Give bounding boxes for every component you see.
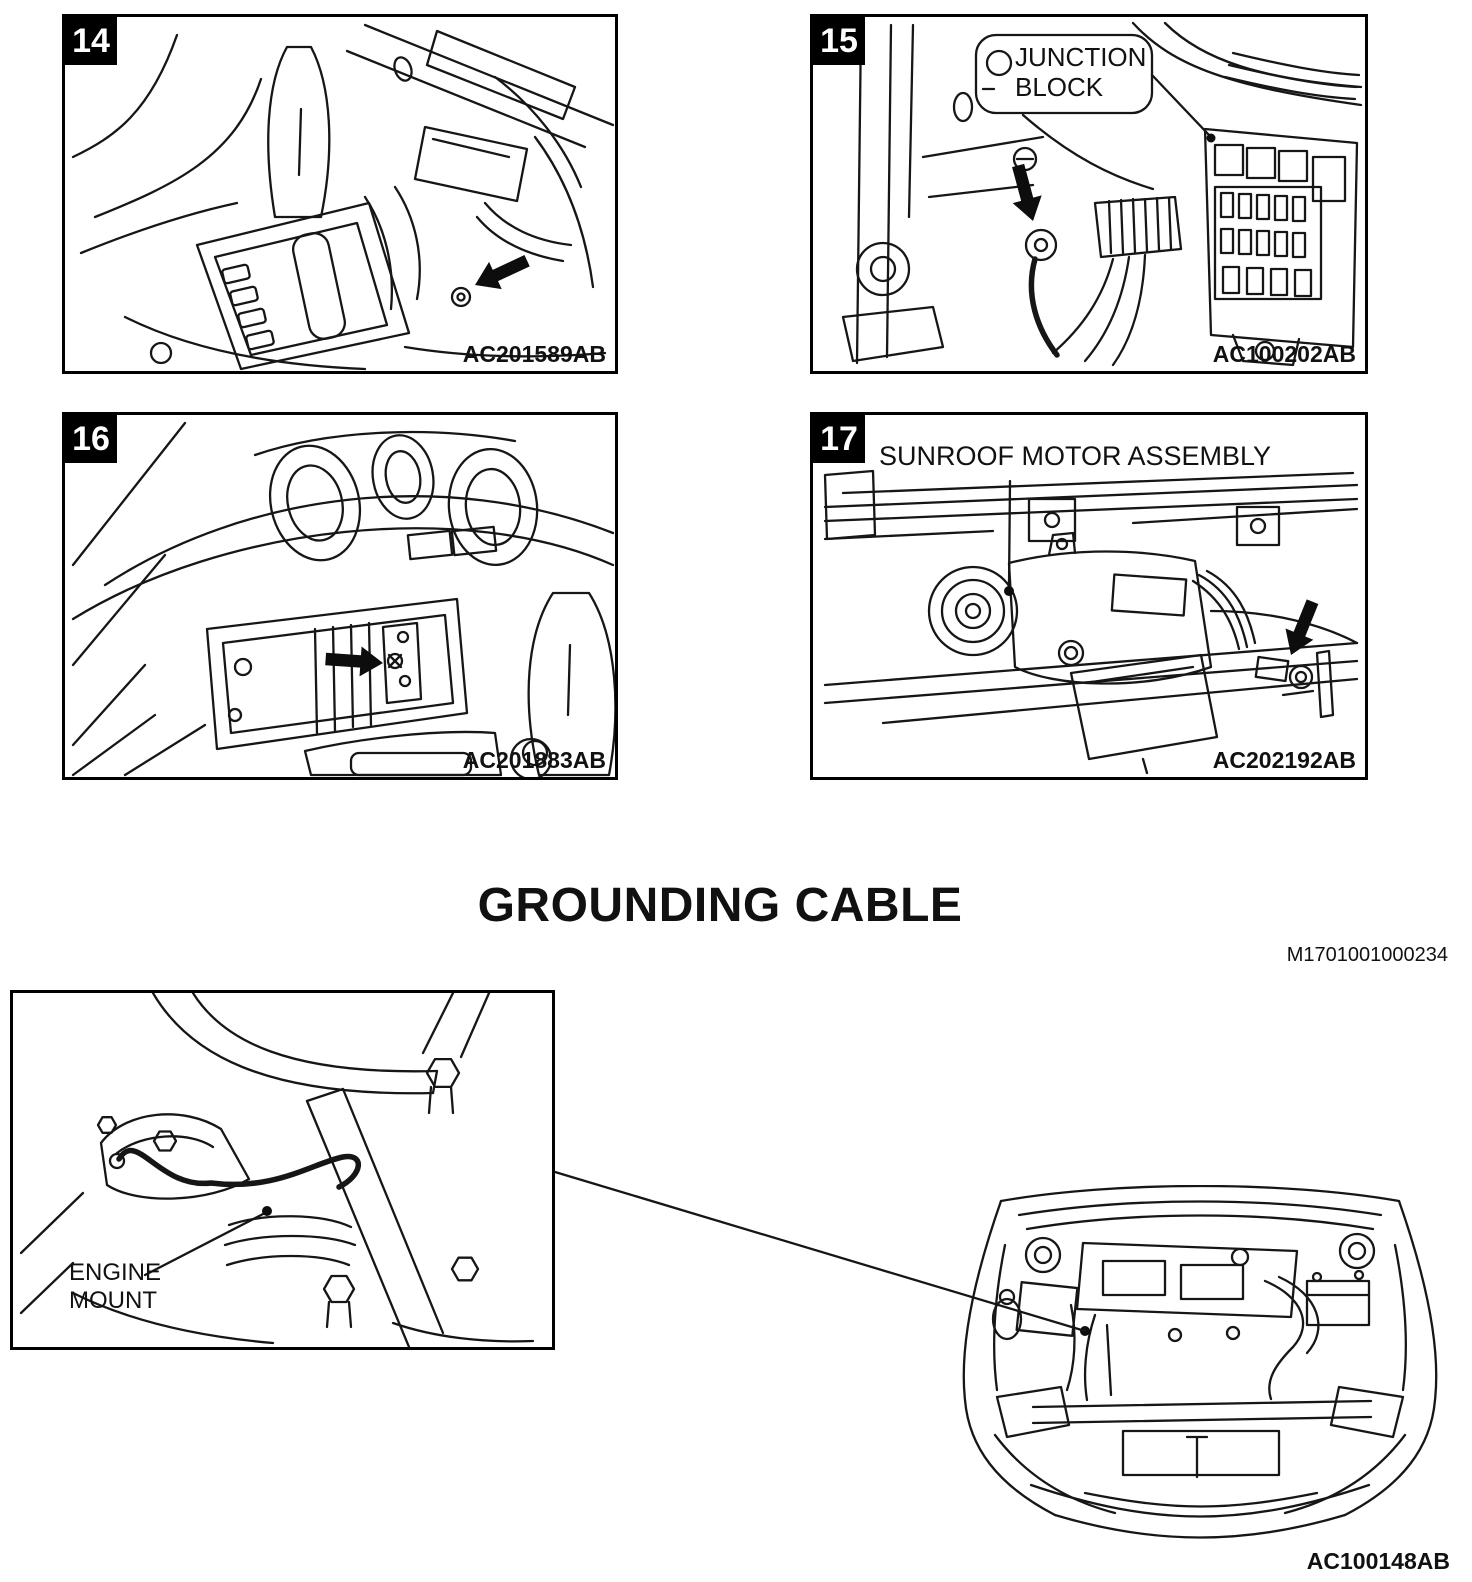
manual-ref-code: M1701001000234 [1286, 944, 1448, 966]
engine-bay-figure-code: AC100148AB [1306, 1548, 1450, 1574]
engine-mount-detail-panel [10, 990, 555, 1350]
figure-code: AC201883AB [462, 747, 606, 773]
ground-bolt-arrow-icon [469, 247, 534, 298]
section-heading: GROUNDING CABLE [477, 879, 963, 932]
figure-code: AC201589AB [462, 341, 606, 367]
shift-console-illustration [65, 17, 615, 371]
ground-bolt-arrow-icon [1277, 596, 1326, 661]
engine-bay-illustration [935, 1185, 1465, 1555]
junction-block-label: JUNCTION BLOCK [1015, 42, 1147, 102]
figure-code: AC100202AB [1212, 341, 1356, 367]
figure-panel-16 [62, 412, 618, 780]
figure-number-badge: 17 [813, 415, 865, 463]
engine-mount-label: ENGINE MOUNT [69, 1259, 162, 1314]
dashboard-glovebox-illustration [65, 415, 615, 777]
ground-bolt-arrow-icon [1004, 162, 1048, 225]
figure-panel-15 [810, 14, 1368, 374]
figure-number-badge: 14 [65, 17, 117, 65]
figure-number-badge: 15 [813, 17, 865, 65]
sunroof-motor-label: SUNROOF MOTOR ASSEMBLY [879, 441, 1272, 471]
figure-code: AC202192AB [1212, 747, 1356, 773]
figure-panel-14 [62, 14, 618, 374]
figure-number-badge: 16 [65, 415, 117, 463]
figure-panel-17 [810, 412, 1368, 780]
